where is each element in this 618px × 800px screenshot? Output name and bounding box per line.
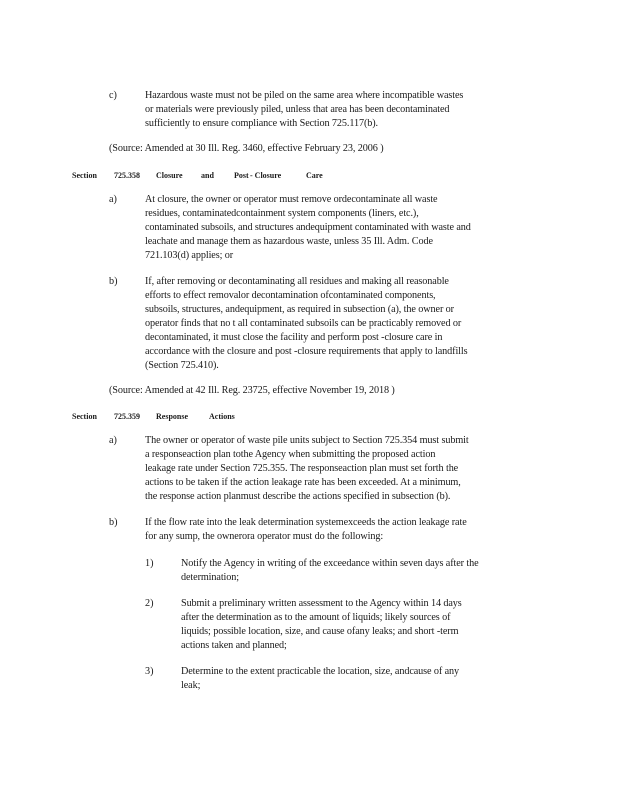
text-line: contaminated subsoils, and structures andequipment contaminated with waste and	[145, 222, 471, 233]
text-line: operator finds that no t all contaminated subsoils can be practicably removed or	[145, 318, 462, 329]
item-text-b	[145, 516, 467, 544]
subitem-label-2: 2)	[145, 598, 154, 609]
source-text: (Source: Amended at 42 Ill. Reg. 23725, effective November 19, 2018 )	[109, 385, 395, 396]
text-line: If the flow rate into the leak determination systemexceeds the action leakage rate	[145, 517, 467, 528]
heading-title-word: Actions	[209, 412, 235, 421]
heading-section-word: Section	[72, 412, 97, 421]
text-line: Determine to the extent practicable the location, size, andcause of any	[181, 666, 460, 677]
heading-title-word: Response	[156, 412, 189, 421]
subitem-text-1	[181, 557, 479, 585]
item-label-a: a)	[109, 435, 117, 446]
text-line: for any sump, the ownerora operator must do the following:	[145, 531, 384, 542]
text-line: a responseaction plan tothe Agency when submitting the proposed action	[145, 449, 436, 460]
item-label-b: b)	[109, 517, 118, 528]
heading-title-word: Closure	[156, 171, 183, 180]
item-text-a	[145, 193, 471, 263]
heading-section-word: Section	[72, 171, 97, 180]
heading-title-word: - Closure	[250, 171, 282, 180]
text-line: residues, contaminatedcontainment system components (liners, etc.),	[145, 208, 419, 219]
subitem-text-3	[181, 665, 459, 693]
text-line: Notify the Agency in writing of the exceedance within seven days after the	[181, 558, 479, 569]
text-line: actions to be taken if the action leakage rate has been exceeded. At a minimum,	[145, 477, 461, 488]
text-line: liquids; possible location, size, and cause ofany leaks; and short -term	[181, 626, 459, 637]
text-line: subsoils, structures, andequipment, as required in subsection (a), the owner or	[145, 304, 454, 315]
text-line: If, after removing or decontaminating all residues and making all reasonable	[145, 276, 449, 287]
item-text-a	[145, 434, 469, 504]
item-label-c: c)	[109, 90, 117, 101]
subitem-label-1: 1)	[145, 558, 154, 569]
heading-section-number: 725.358	[114, 171, 140, 180]
subitem-label-3: 3)	[145, 666, 154, 677]
source-text: (Source: Amended at 30 Ill. Reg. 3460, effective February 23, 2006 )	[109, 143, 384, 154]
item-label-b: b)	[109, 276, 118, 287]
text-line: 721.103(d) applies; or	[145, 250, 234, 261]
source-note-2018	[109, 384, 395, 398]
heading-title-word: and	[201, 171, 214, 180]
text-line: leakage rate under Section 725.355. The responseaction plan must set forth the	[145, 463, 459, 474]
text-line: the response action planmust describe the actions specified in subsection (b).	[145, 491, 451, 502]
text-line: actions taken and planned;	[181, 640, 287, 651]
text-line: accordance with the closure and post -closure requirements that apply to landfills	[145, 346, 468, 357]
text-line: Hazardous waste must not be piled on the same area where incompatible wastes	[145, 90, 464, 101]
text-line: At closure, the owner or operator must remove ordecontaminate all waste	[145, 194, 438, 205]
text-line: or materials were previously piled, unless that area has been decontaminated	[145, 104, 450, 115]
text-line: determination;	[181, 572, 240, 583]
text-line: leachate and manage them as hazardous waste, unless 35 Ill. Adm. Code	[145, 236, 433, 247]
heading-title-word: Care	[306, 171, 323, 180]
text-line: The owner or operator of waste pile units subject to Section 725.354 must submit	[145, 435, 469, 446]
text-line: efforts to effect removalor decontamination ofcontaminated components,	[145, 290, 436, 301]
item-text-c	[145, 89, 463, 131]
heading-title-word: Post	[234, 171, 249, 180]
heading-section-number: 725.359	[114, 412, 140, 421]
text-line: Submit a preliminary written assessment to the Agency within 14 days	[181, 598, 462, 609]
text-line: after the determination as to the amount of liquids; likely sources of	[181, 612, 451, 623]
text-line: sufficiently to ensure compliance with Section 725.117(b).	[145, 118, 378, 129]
source-note-2006	[109, 142, 384, 156]
subitem-text-2	[181, 597, 462, 653]
text-line: decontaminated, it must close the facility and perform post -closure care in	[145, 332, 443, 343]
item-label-a: a)	[109, 194, 117, 205]
text-line: leak;	[181, 680, 201, 691]
item-text-b	[145, 275, 468, 373]
text-line: (Section 725.410).	[145, 360, 219, 371]
